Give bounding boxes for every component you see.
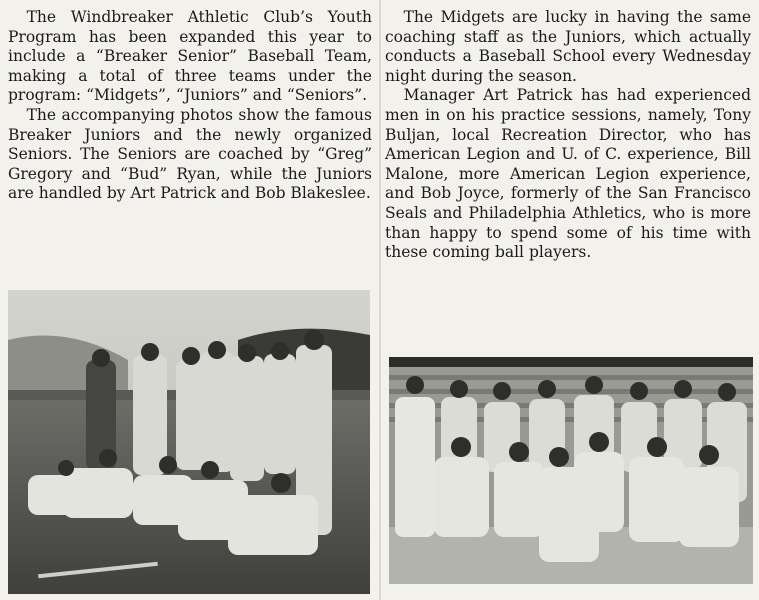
juniors-team-photo	[389, 357, 753, 584]
left-text-column	[8, 8, 372, 204]
paragraph-manager: Manager Art Patrick has had experienced men in on his practice sessions, namely, Tony Buljan, local Recreation Director, who has American Legion and U. of C. experience, Bill Malone, more American Legion experience, and Bob Joyce, formerly of the San Francisco Seals and Philadelphia Athletics, who is more than happy to spend some of his time with these coming ball players.	[385, 86, 751, 262]
paragraph-youth-program: The Windbreaker Athletic Club’s Youth Program has been expanded this year to include a “Breaker Senior” Baseball Team, making a total of three teams under the program: “Midgets”, “Juniors” and “Seniors”.	[8, 8, 372, 105]
right-text-column	[385, 8, 751, 263]
column-divider	[379, 0, 381, 600]
paragraph-midgets: The Midgets are lucky in having the same coaching staff as the Juniors, which actually conducts a Baseball School every Wednesday night during the season.	[385, 8, 751, 85]
paragraph-accompanying-photos: The accompanying photos show the famous Breaker Juniors and the newly organized Seniors. The Seniors are coached by “Greg” Gregory and “Bud” Ryan, while the Juniors are handled by Art Patrick and Bob Blakeslee.	[8, 105, 372, 203]
seniors-team-photo	[8, 290, 370, 594]
